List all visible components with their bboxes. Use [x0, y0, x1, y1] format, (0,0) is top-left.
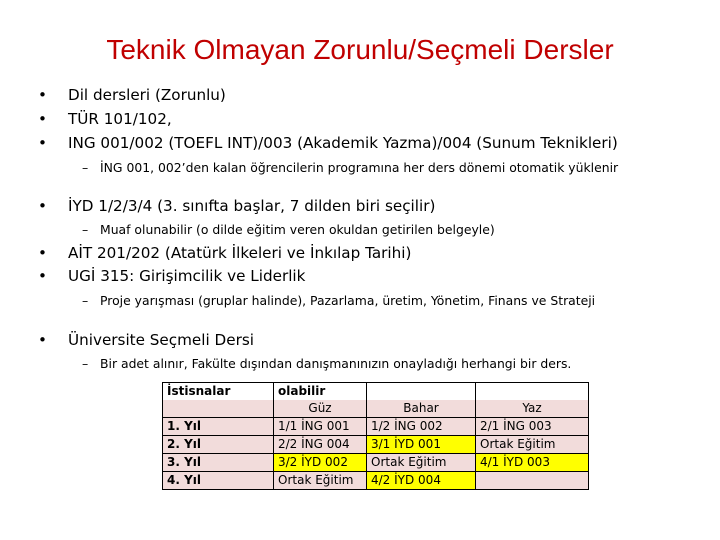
table-cell: 2/1 İNG 003 — [476, 418, 589, 436]
table-cell — [163, 400, 274, 418]
bullet-text: TÜR 101/102, — [68, 110, 172, 128]
sub-bullet-text: Bir adet alınır, Fakülte dışından danışmanınızın onayladığı herhangi bir ders. — [100, 356, 572, 371]
table-cell: Ortak Eğitim — [476, 436, 589, 454]
header-blank — [476, 383, 589, 401]
table-row — [163, 418, 589, 436]
header-olabilir: olabilir — [274, 383, 367, 401]
bullet-text: Dil dersleri (Zorunlu) — [68, 86, 226, 104]
table-cell: 3/1 İYD 001 — [367, 436, 476, 454]
row-label: 3. Yıl — [163, 454, 274, 472]
table-row — [163, 436, 589, 454]
row-label: 2. Yıl — [163, 436, 274, 454]
table-cell: 4/2 İYD 004 — [367, 472, 476, 490]
header-blank — [367, 383, 476, 401]
bullet-text: İYD 1/2/3/4 (3. sınıfta başlar, 7 dilden biri seçilir) — [68, 197, 436, 215]
table-cell: 3/2 İYD 002 — [274, 454, 367, 472]
table-cell: 4/1 İYD 003 — [476, 454, 589, 472]
table-row — [163, 472, 589, 490]
page-title: Teknik Olmayan Zorunlu/Seçmeli Dersler — [106, 34, 614, 65]
sub-bullet-text: Muaf olunabilir (o dilde eğitim veren okuldan getirilen belgeyle) — [100, 222, 495, 237]
bullet-text: UGİ 315: Girişimcilik ve Liderlik — [68, 267, 306, 285]
table-cell: Ortak Eğitim — [274, 472, 367, 490]
sub-bullet-text: İNG 001, 002’den kalan öğrencilerin programına her ders dönemi otomatik yüklenir — [100, 160, 619, 175]
table-cell: 1/2 İNG 002 — [367, 418, 476, 436]
bullet-text: Üniversite Seçmeli Dersi — [68, 331, 254, 349]
bullet-text: AİT 201/202 (Atatürk İlkeleri ve İnkılap Tarihi) — [68, 244, 412, 262]
table-row — [163, 454, 589, 472]
row-label: 4. Yıl — [163, 472, 274, 490]
bullet-text: ING 001/002 (TOEFL INT)/003 (Akademik Yazma)/004 (Sunum Teknikleri) — [68, 134, 618, 152]
row-label: 1. Yıl — [163, 418, 274, 436]
column-header-bahar: Bahar — [367, 400, 476, 418]
table-cell: Ortak Eğitim — [367, 454, 476, 472]
schedule-table — [162, 382, 589, 490]
table-cell — [476, 472, 589, 490]
table-cell: 2/2 İNG 004 — [274, 436, 367, 454]
column-header-guz: Güz — [274, 400, 367, 418]
table-cell: 1/1 İNG 001 — [274, 418, 367, 436]
sub-bullet-text: Proje yarışması (gruplar halinde), Pazarlama, üretim, Yönetim, Finans ve Strateji — [100, 293, 596, 308]
header-istisnalar: İstisnalar — [163, 383, 274, 401]
column-header-yaz: Yaz — [476, 400, 589, 418]
